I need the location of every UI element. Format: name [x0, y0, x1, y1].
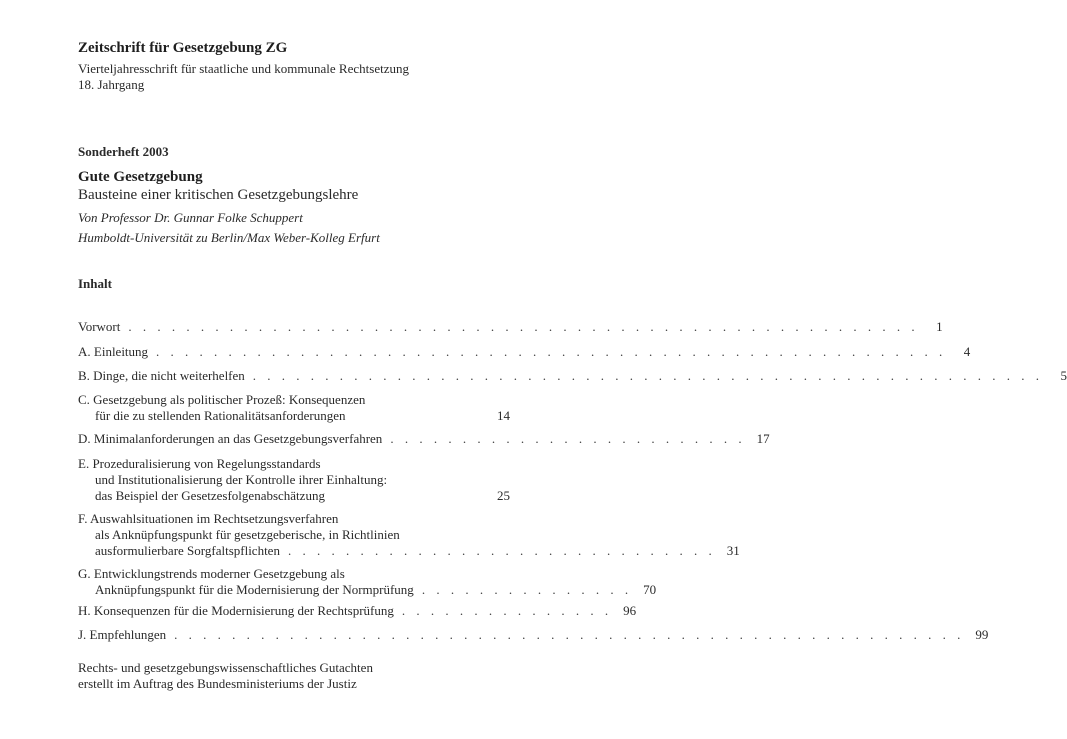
toc-entry-text: G. Entwicklungstrends moderner Gesetzgebung als [78, 566, 345, 581]
toc-entry-text: D. Minimalanforderungen an das Gesetzgebungsverfahren [78, 431, 383, 446]
toc-leader-dots: . . . . . . . . . . . . . . . . . . . . . . . . . . . . . . . . . . . . . . . . . . . . . . . . . . . . . . . [156, 344, 947, 359]
toc-entry-text: B. Dinge, die nicht weiterhelfen [78, 368, 245, 383]
journal-subtitle: Vierteljahresschrift für staatliche und kommunale Rechtsetzung [78, 61, 409, 76]
toc-entry-text: H. Konsequenzen für die Modernisierung der Rechtsprüfung [78, 603, 394, 618]
toc-entry-text: das Beispiel der Gesetzesfolgenabschätzung [95, 488, 325, 503]
toc-leader-dots: . . . . . . . . . . . . . . . . . . . . . . . . . . . . . . . . . . . . . . . . . . . . . . . . . . . . . . . [252, 368, 1044, 383]
toc-entry-h[interactable] [78, 603, 637, 619]
toc-entry-e[interactable] [78, 456, 510, 504]
toc-entry-text: für die zu stellenden Rationalitätsanforderungen [95, 408, 346, 423]
toc-entry-text: A. Einleitung [78, 344, 149, 359]
toc-leader-dots: . . . . . . . . . . . . . . . . . . . . . . . . . . . . . . [287, 543, 716, 558]
journal-title: Zeitschrift für Gesetzgebung ZG [78, 40, 288, 56]
footer-note [78, 660, 373, 692]
toc-page-number: 14 [497, 408, 510, 423]
toc-page-number: 70 [643, 582, 657, 597]
footer-line: Rechts- und gesetzgebungswissenschaftliches Gutachten [78, 660, 373, 675]
toc-leader-dots: . . . . . . . . . . . . . . . [421, 582, 633, 597]
toc-entry-b[interactable] [78, 368, 1067, 384]
toc-leader-dots: . . . . . . . . . . . . . . . [401, 603, 613, 618]
toc-leader-dots: . . . . . . . . . . . . . . . . . . . . . . . . . [390, 431, 746, 446]
toc-entry-text: Vorwort [78, 319, 121, 334]
toc-entry-text: als Anknüpfungspunkt für gesetzgeberische, in Richtlinien [95, 527, 400, 542]
book-title: Gute Gesetzgebung [78, 169, 203, 185]
toc-entry-vorwort[interactable] [78, 319, 943, 335]
toc-leader-dots: . . . . . . . . . . . . . . . . . . . . . . . . . . . . . . . . . . . . . . . . . . . . . . . . . . . . . . . [174, 627, 965, 642]
toc-page-number: 25 [497, 488, 510, 503]
toc-entry-a[interactable] [78, 344, 971, 360]
toc-page-number: 1 [936, 319, 943, 334]
toc-entry-text: F. Auswahlsituationen im Rechtsetzungsverfahren [78, 511, 339, 526]
footer-line: erstellt im Auftrag des Bundesministeriums der Justiz [78, 676, 357, 691]
toc-entry-text: und Institutionalisierung der Kontrolle ihrer Einhaltung: [95, 472, 388, 487]
toc-entry-f[interactable] [78, 511, 740, 559]
toc-page-number: 4 [963, 344, 971, 359]
toc-entry-j[interactable] [78, 627, 989, 643]
toc-entry-text: C. Gesetzgebung als politischer Prozeß: Konsequenzen [78, 392, 366, 407]
toc-entry-c[interactable] [78, 392, 510, 424]
toc-entry-g[interactable] [78, 566, 657, 598]
toc-entry-text: E. Prozeduralisierung von Regelungsstandards [78, 456, 321, 471]
toc-page-number: 99 [975, 627, 989, 642]
affiliation-line: Humboldt-Universität zu Berlin/Max Weber-Kolleg Erfurt [78, 230, 380, 245]
toc-entry-text: J. Empfehlungen [78, 627, 167, 642]
book-subtitle: Bausteine einer kritischen Gesetzgebungslehre [78, 187, 359, 203]
toc-page-number: 5 [1060, 368, 1067, 383]
toc-entry-text: ausformulierbare Sorgfaltspflichten [95, 543, 280, 558]
journal-volume: 18. Jahrgang [78, 77, 145, 92]
toc-page-number: 96 [623, 603, 637, 618]
author-line: Von Professor Dr. Gunnar Folke Schuppert [78, 210, 303, 225]
toc-page-number: 31 [726, 543, 740, 558]
special-issue: Sonderheft 2003 [78, 144, 169, 159]
toc-entry-text: Anknüpfungspunkt für die Modernisierung der Normprüfung [95, 582, 414, 597]
toc-page-number: 17 [756, 431, 770, 446]
toc-entry-d[interactable] [78, 431, 770, 447]
toc-heading: Inhalt [78, 276, 112, 291]
toc-leader-dots: . . . . . . . . . . . . . . . . . . . . . . . . . . . . . . . . . . . . . . . . . . . . . . . . . . . . . . . [128, 319, 919, 334]
